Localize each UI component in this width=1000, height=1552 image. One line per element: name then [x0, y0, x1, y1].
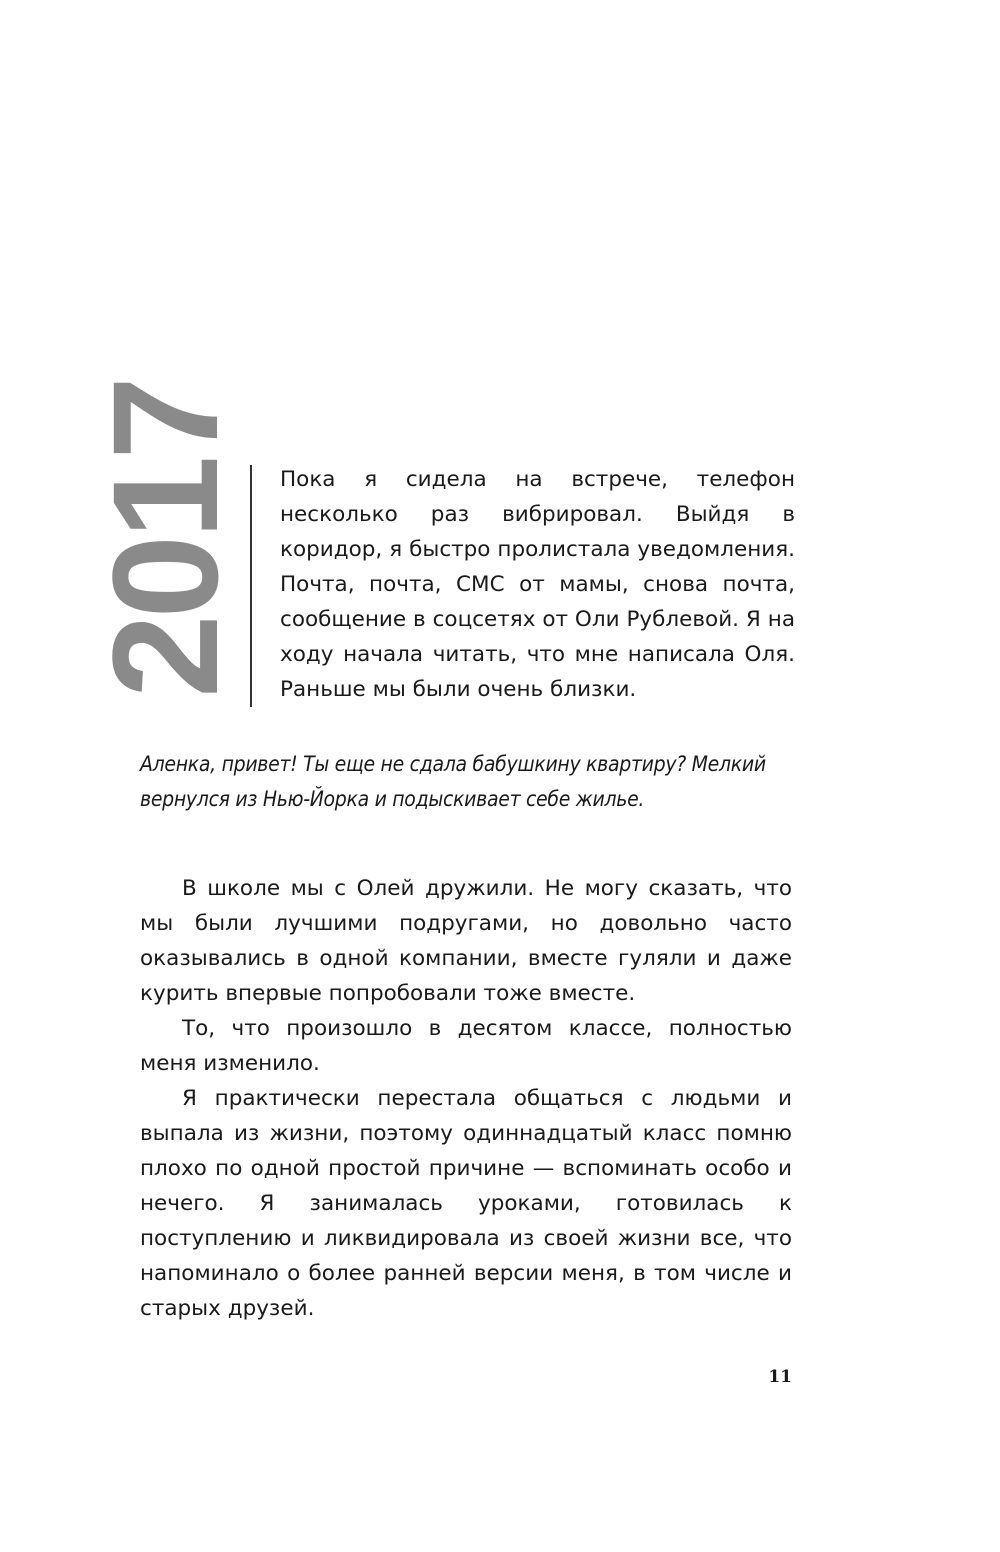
message-quote: Аленка, привет! Ты еще не сдала бабушкину квартиру? Мелкий вернулся из Нью-Йорка и подыскивает себе жилье.: [140, 752, 766, 811]
body-paragraph: Я практически перестала общаться с людьми и выпала из жизни, поэтому одиннадцатый класс помню плохо по одной простой причине — вспоминать особо и нечего. Я занималась уроками, готовилась к поступлению и ликвидировала из своей жизни все, что напоминало о более ранней версии меня, в том числе и старых друзей.: [140, 1086, 792, 1321]
chapter-year-heading: [81, 378, 249, 700]
body-paragraph: То, что произошло в десятом классе, полностью меня изменило.: [140, 1016, 792, 1076]
intro-paragraph: Пока я сидела на встрече, телефон несколько раз вибрировал. Выйдя в коридор, я быстро пролистала уведомления. Почта, почта, СМС от мамы, снова почта, сообщение в соцсетях от Оли Рублевой. Я на ходу начала читать, что мне написала Оля. Раньше мы были очень близки.: [280, 467, 795, 702]
body-paragraph: В школе мы с Олей дружили. Не могу сказать, что мы были лучшими подругами, но довольно часто оказывались в одной компании, вместе гуляли и даже курить впервые попробовали тоже вместе.: [140, 876, 792, 1006]
page-number: 11: [768, 1367, 792, 1387]
body-text: [140, 871, 792, 1326]
intro-divider-line: [250, 465, 252, 707]
chapter-year-text: 2017: [81, 380, 249, 698]
